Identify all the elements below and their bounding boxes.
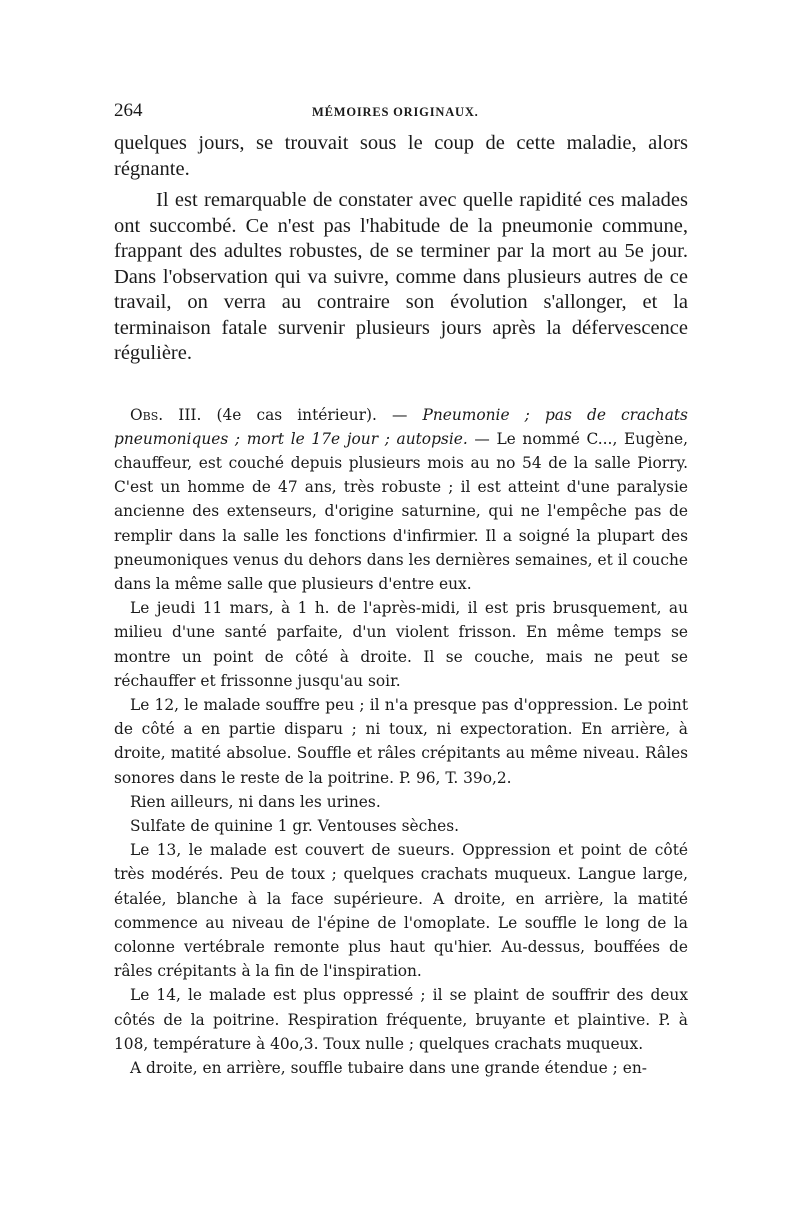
observation-paragraph: Rien ailleurs, ni dans les urines. [130, 792, 381, 811]
observation-case-info: (4e cas intérieur). — [216, 405, 408, 424]
paragraph-remark: Il est remarquable de constater avec quelle rapidité ces malades ont succombé. Ce n'est pas l'habitude de la pneumonie commune, frappant des adultes robustes, de se terminer par la mort au 5e jour. Dans l'observation qui va suivre, comme dans plusieurs autres de ce travail, on verra au contraire son évolution s'allonger, et la terminaison fatale survenir plusieurs jours après la défervescence régulière. [114, 189, 688, 364]
observation-intro: — Le nommé C..., Eugène, chauffeur, est couché depuis plusieurs mois au no 54 de la salle Piorry. C'est un homme de 47 ans, très robuste ; il est atteint d'une paralysie ancienne des extenseurs, d'origine saturnine, qui ne l'empêche pas de remplir dans la salle les fonctions d'infirmier. Il a soigné la plupart des pneumoniques venus du dehors dans les dernières semaines, et il couche dans la même salle que plusieurs d'entre eux. [114, 429, 688, 593]
observation-label: Obs. [130, 405, 164, 424]
paragraph-continuation: quelques jours, se trouvait sous le coup de cette maladie, alors régnante. [114, 132, 688, 180]
page-number: 264 [114, 100, 143, 121]
page-header [114, 92, 688, 122]
observation-heading-paragraph [114, 403, 688, 597]
intro-text [114, 131, 688, 367]
book-page [114, 92, 688, 1080]
observation-title: Pneumonie ; pas de crachats pneumoniques ; mort le 17e jour ; autopsie. [114, 405, 688, 448]
observation-number: III. [178, 405, 202, 424]
observation-paragraph: Le jeudi 11 mars, à 1 h. de l'après-midi, il est pris brusquement, au milieu d'une santé parfaite, d'un violent frisson. En même temps se montre un point de côté à droite. Il se couche, mais ne peut se réchauffer et frissonne jusqu'au soir. [114, 599, 688, 690]
observation-paragraph: Le 12, le malade souffre peu ; il n'a presque pas d'oppression. Le point de côté a en partie disparu ; ni toux, ni expectoration. En arrière, à droite, matité absolue. Souffle et râles crépitants au même niveau. Râles sonores dans le reste de la poitrine. P. 96, T. 39o,2. [114, 695, 688, 787]
observation-section [114, 403, 688, 1081]
observation-paragraph: Le 13, le malade est couvert de sueurs. Oppression et point de côté très modérés. Peu de toux ; quelques crachats muqueux. Langue large, étalée, blanche à la face supérieure. A droite, en arrière, la matité commence au niveau de l'épine de l'omoplate. Le souffle le long de la colonne vertébrale remonte plus haut qu'hier. Au-dessus, bouffées de râles crépitants à la fin de l'inspiration. [114, 841, 688, 981]
observation-paragraph: Sulfate de quinine 1 gr. Ventouses sèches. [130, 816, 460, 835]
observation-paragraph: A droite, en arrière, souffle tubaire dans une grande étendue ; en- [130, 1058, 647, 1077]
running-title: MÉMOIRES ORIGINAUX. [312, 105, 479, 119]
observation-paragraph: Le 14, le malade est plus oppressé ; il se plaint de souffrir des deux côtés de la poitrine. Respiration fréquente, bruyante et plaintive. P. à 108, température à 40o,3. Toux nulle ; quelques crachats muqueux. [114, 986, 688, 1053]
